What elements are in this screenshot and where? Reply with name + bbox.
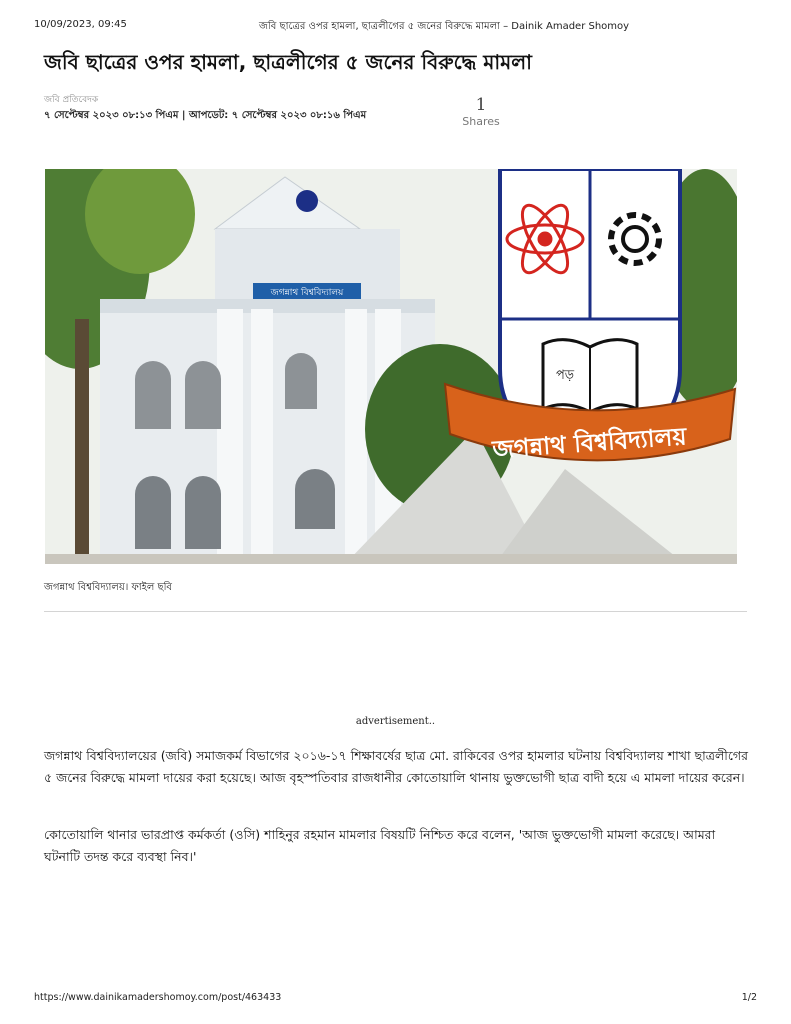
print-page-title: জবি ছাত্রের ওপর হামলা, ছাত্রলীগের ৫ জনের বিরুদ্ধে মামলা – Dainik Amader Shomoy bbox=[259, 21, 630, 32]
caption-divider bbox=[44, 611, 747, 612]
share-label: Shares bbox=[462, 115, 500, 128]
print-datetime: 10/09/2023, 09:45 bbox=[34, 19, 127, 30]
arch-1 bbox=[135, 361, 171, 429]
article-dateline: ৭ সেপ্টেম্বর ২০২৩ ০৮:১৩ পিএম | আপডেট: ৭ সেপ্টেম্বর ২০২৩ ০৮:১৬ পিএম bbox=[44, 110, 367, 121]
print-header bbox=[34, 19, 757, 33]
left-tree-trunk bbox=[75, 319, 89, 564]
column-3 bbox=[345, 309, 367, 559]
article-byline[interactable]: জবি প্রতিবেদক bbox=[44, 95, 99, 105]
article-headline: জবি ছাত্রের ওপর হামলা, ছাত্রলীগের ৫ জনের বিরুদ্ধে মামলা bbox=[44, 50, 532, 74]
arch-5 bbox=[185, 476, 221, 549]
arch-3 bbox=[285, 353, 317, 409]
book-icon bbox=[543, 340, 637, 412]
building-sign-text: জগন্নাথ বিশ্ববিদ্যালয় bbox=[270, 288, 344, 298]
arch-4 bbox=[135, 476, 171, 549]
university-photo bbox=[45, 169, 737, 564]
article-image bbox=[45, 169, 737, 564]
share-counter[interactable] bbox=[456, 95, 506, 128]
ground bbox=[45, 554, 737, 564]
book-text: পড় bbox=[555, 368, 575, 383]
print-footer bbox=[34, 992, 757, 1004]
article-paragraph-2: কোতোয়ালি থানার ভারপ্রাপ্ত কর্মকর্তা (ওসি) শাহিনুর রহমান মামলার বিষয়টি নিশ্চিত করে বলেন, 'আজ ভুক্তভোগী মামলা করেছে। আমরা ঘটনাটি তদন্ত করে ব্যবস্থা নিব।' bbox=[44, 827, 716, 864]
column-2 bbox=[251, 309, 273, 559]
share-count: 1 bbox=[475, 95, 487, 115]
ribbon-text: জগন্নাথ বিশ্ববিদ্যালয় bbox=[491, 422, 688, 464]
arch-2 bbox=[185, 361, 221, 429]
article-paragraph-1: জগন্নাথ বিশ্ববিদ্যালয়ের (জবি) সমাজকর্ম বিভাগের ২০১৬-১৭ শিক্ষাবর্ষের ছাত্র মো. রাকিবের ওপর হামলার ঘটনায় বিশ্ববিদ্যালয় শাখা ছাত্রলীগের ৫ জনের বিরুদ্ধে মামলা দায়ের করা হয়েছে। আজ বৃহস্পতিবার রাজধানীর কোতোয়ালি থানায় ভুক্তভোগী ছাত্র বাদী হয়ে এ মামলা দায়ের করেন। bbox=[44, 748, 748, 785]
arch-6 bbox=[295, 469, 335, 529]
footer-page-number: 1/2 bbox=[741, 992, 757, 1003]
footer-url[interactable]: https://www.dainikamadershomoy.com/post/463433 bbox=[34, 992, 282, 1003]
advertisement-label: advertisement.. bbox=[355, 716, 436, 727]
building-emblem bbox=[296, 190, 318, 212]
image-caption: জগন্নাথ বিশ্ববিদ্যালয়। ফাইল ছবি bbox=[44, 582, 173, 593]
